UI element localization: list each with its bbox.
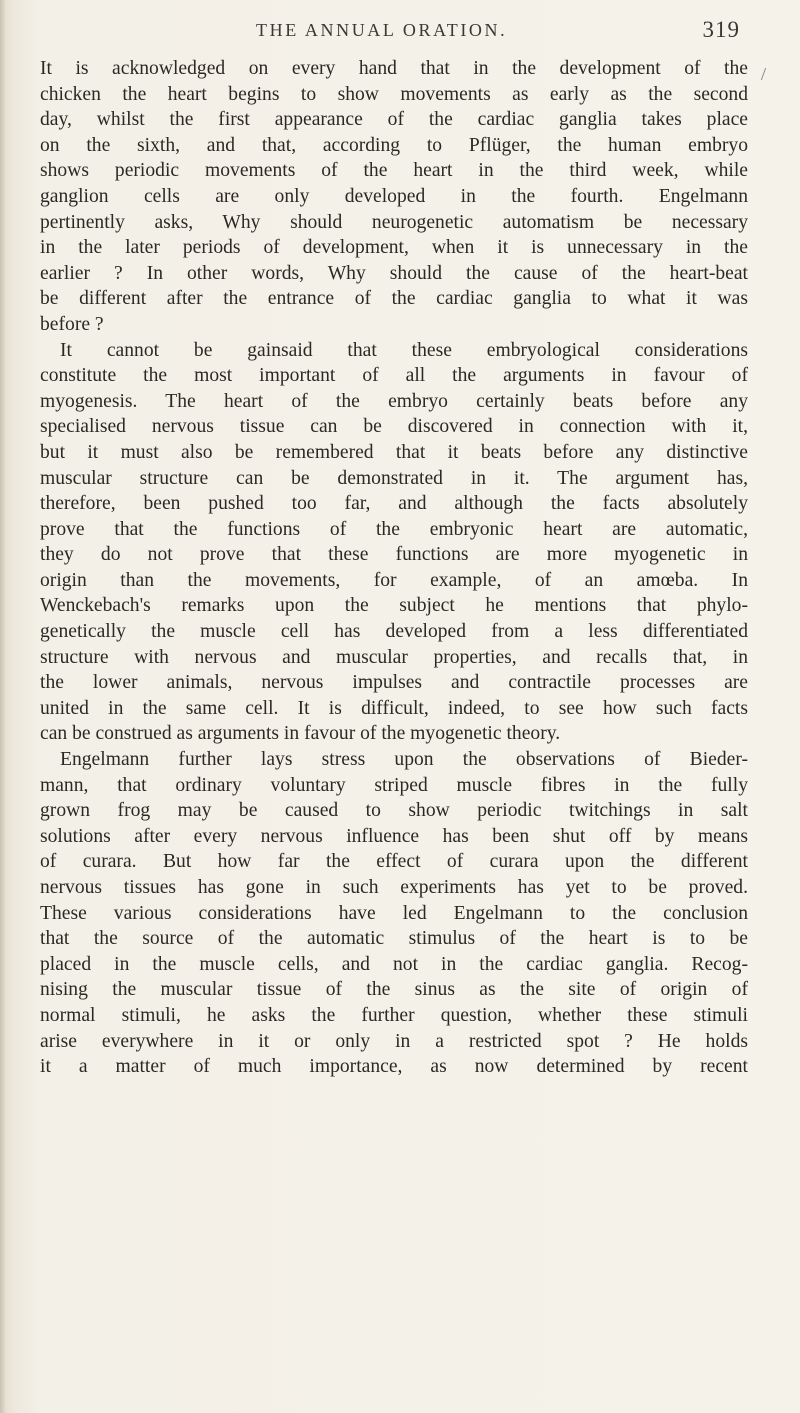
text-line: be different after the entrance of the cardiac ganglia to what it was — [40, 288, 748, 310]
text-line: it a matter of much importance, as now determined by recent — [40, 1056, 748, 1078]
running-head — [0, 16, 800, 46]
text-line: Wenckebach's remarks upon the subject he mentions that phylo- — [40, 595, 748, 617]
text-line: muscular structure can be demonstrated in it. The argument has, — [40, 467, 748, 489]
text-line: prove that the functions of the embryonic heart are automatic, — [40, 518, 748, 540]
text-line: These various considerations have led Engelmann to the conclusion — [40, 902, 748, 924]
text-line: of curara. But how far the effect of curara upon the different — [40, 851, 748, 873]
text-line: nising the muscular tissue of the sinus as the site of origin of — [40, 979, 748, 1001]
binding-gutter-shadow — [0, 0, 6, 1413]
body-text — [40, 56, 748, 1080]
text-line: myogenesis. The heart of the embryo certainly beats before any — [40, 390, 748, 412]
text-line: structure with nervous and muscular properties, and recalls that, in — [40, 646, 748, 668]
text-line: solutions after every nervous influence has been shut off by means — [40, 825, 748, 847]
text-line: It is acknowledged on every hand that in the development of the — [40, 58, 748, 79]
text-line: chicken the heart begins to show movements as early as the second — [40, 83, 748, 105]
text-line: normal stimuli, he asks the further question, whether these stimuli — [40, 1004, 748, 1026]
text-line: origin than the movements, for example, of an amœba. In — [40, 569, 748, 591]
text-line: grown frog may be caused to show periodic twitchings in salt — [40, 800, 748, 822]
text-line: nervous tissues has gone in such experiments has yet to be proved. — [40, 877, 748, 898]
margin-stray-mark — [761, 68, 770, 80]
page-number: 319 — [702, 17, 740, 42]
text-line: ganglion cells are only developed in the fourth. Engelmann — [40, 185, 748, 207]
text-line: before ? — [40, 313, 104, 335]
text-line: genetically the muscle cell has developed from a less differentiated — [40, 621, 748, 643]
text-line: shows periodic movements of the heart in the third week, while — [40, 160, 748, 182]
text-line: in the later periods of development, when it is unnecessary in the — [40, 237, 748, 259]
text-line: constitute the most important of all the arguments in favour of — [40, 365, 748, 387]
text-line: that the source of the automatic stimulus of the heart is to be — [40, 928, 748, 950]
text-line: earlier ? In other words, Why should the cause of the heart-beat — [40, 262, 748, 284]
text-line: therefore, been pushed too far, and although the facts absolutely — [40, 493, 748, 515]
text-line: but it must also be remembered that it beats before any distinctive — [40, 441, 748, 463]
text-line: on the sixth, and that, according to Pflüger, the human embryo — [40, 134, 748, 156]
running-title: THE ANNUAL ORATION. — [256, 20, 508, 40]
text-line: Engelmann further lays stress upon the observations of Bieder- — [60, 749, 748, 771]
text-line: specialised nervous tissue can be discovered in connection with it, — [40, 416, 748, 438]
text-line: they do not prove that these functions are more myogenetic in — [40, 544, 748, 566]
text-line: arise everywhere in it or only in a restricted spot ? He holds — [40, 1030, 748, 1052]
text-line: the lower animals, nervous impulses and contractile processes are — [40, 672, 748, 694]
text-line: can be construed as arguments in favour of the myogenetic theory. — [40, 723, 561, 745]
text-line: united in the same cell. It is difficult, indeed, to see how such facts — [40, 697, 748, 719]
text-line: placed in the muscle cells, and not in the cardiac ganglia. Recog- — [40, 953, 748, 975]
text-line: pertinently asks, Why should neurogenetic automatism be necessary — [40, 211, 748, 233]
text-line: It cannot be gainsaid that these embryological considerations — [60, 339, 748, 361]
text-line: day, whilst the first appearance of the cardiac ganglia takes place — [40, 109, 748, 131]
text-line: mann, that ordinary voluntary striped muscle fibres in the fully — [40, 774, 748, 796]
